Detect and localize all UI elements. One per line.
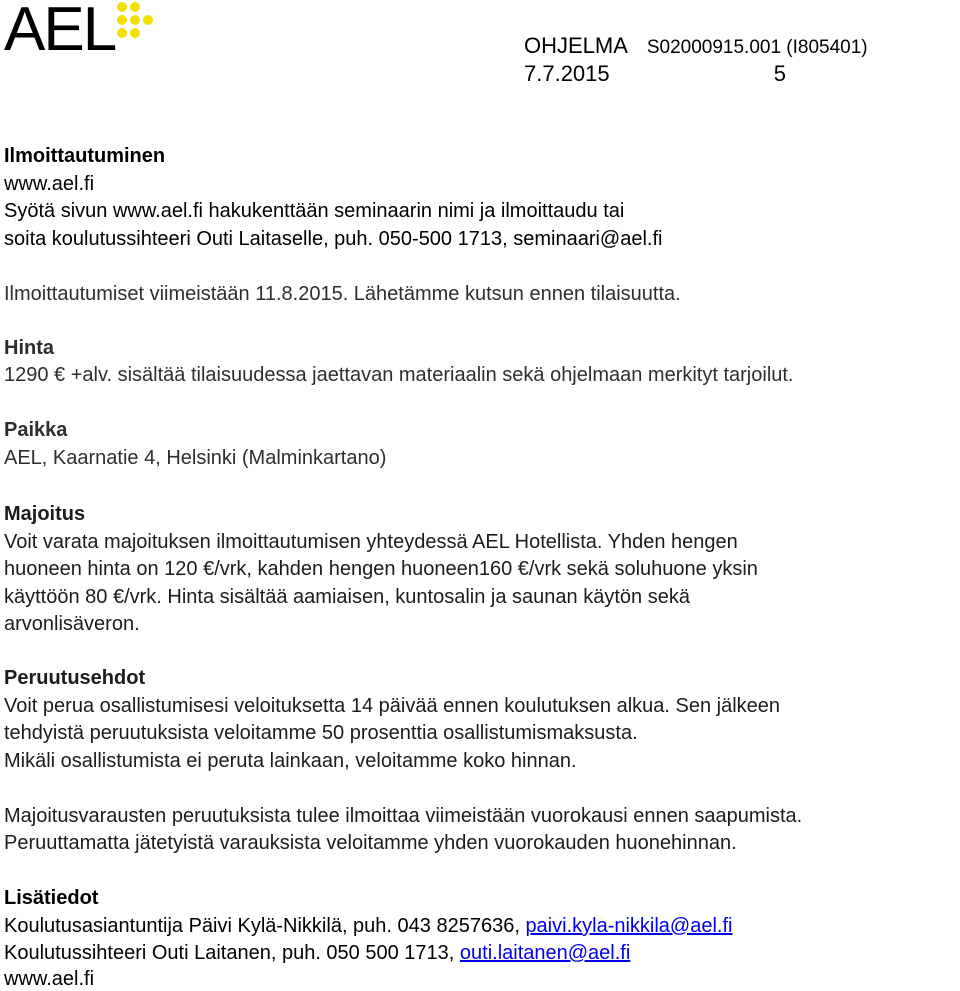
header-program	[524, 34, 868, 60]
info-heading: Lisätiedot	[4, 887, 99, 909]
logo-dots	[117, 2, 153, 38]
price-heading: Hinta	[4, 337, 54, 359]
info-contact2	[4, 941, 630, 965]
header-date-row	[524, 62, 786, 86]
accommodation-line3: käyttöön 80 €/vrk. Hinta sisältää aamiaisen, kuntosalin ja saunan käytön sekä	[4, 586, 690, 608]
info-url: www.ael.fi	[4, 968, 95, 990]
contact2-email-link[interactable]: outi.laitanen@ael.fi	[459, 942, 631, 964]
registration-url: www.ael.fi	[4, 173, 95, 195]
contact1-text: Koulutusasiantuntija Päivi Kylä-Nikkilä, puh. 043 8257636,	[4, 915, 526, 937]
registration-line1: Syötä sivun www.ael.fi hakukenttään seminaarin nimi ja ilmoittaudu tai	[4, 200, 625, 222]
accommodation-heading: Majoitus	[4, 503, 86, 525]
cancellation-line3: Mikäli osallistumista ei peruta lainkaan, veloitamme koko hinnan.	[4, 750, 577, 772]
contact1-email-link[interactable]: paivi.kyla-nikkila@ael.fi	[525, 915, 733, 937]
cancellation-line5: Peruuttamatta jätetyistä varauksista veloitamme yhden vuorokauden huonehinnan.	[4, 832, 737, 854]
cancellation-heading: Peruutusehdot	[4, 667, 146, 689]
program-code: S02000915.001 (I805401)	[646, 37, 868, 58]
registration-heading: Ilmoittautuminen	[4, 145, 166, 167]
info-contact1	[4, 914, 732, 938]
cancellation-line1: Voit perua osallistumisesi veloituksetta 14 päivää ennen koulutuksen alkua. Sen jälkeen	[4, 695, 781, 717]
accommodation-line4: arvonlisäveron.	[4, 613, 140, 635]
cancellation-line4: Majoitusvarausten peruutuksista tulee ilmoittaa viimeistään vuorokausi ennen saapumista.	[4, 805, 803, 827]
price-text: 1290 € +alv. sisältää tilaisuudessa jaettavan materiaalin sekä ohjelmaan merkityt tarjoilut.	[4, 364, 794, 386]
place-text: AEL, Kaarnatie 4, Helsinki (Malminkartano)	[4, 447, 387, 469]
cancellation-line2: tehdyistä peruutuksista veloitamme 50 prosenttia osallistumismaksusta.	[4, 722, 638, 744]
page-number: 5	[773, 61, 787, 86]
ael-logo	[4, 0, 154, 56]
contact2-text: Koulutussihteeri Outi Laitanen, puh. 050 500 1713,	[4, 942, 460, 964]
logo-text: AEL	[4, 0, 116, 56]
place-heading: Paikka	[4, 419, 68, 441]
accommodation-line2: huoneen hinta on 120 €/vrk, kahden hengen huoneen160 €/vrk sekä soluhuone yksin	[4, 558, 758, 580]
program-label: OHJELMA	[524, 33, 627, 58]
registration-line2: soita koulutussihteeri Outi Laitaselle, puh. 050-500 1713, seminaari@ael.fi	[4, 228, 663, 250]
registration-deadline: Ilmoittautumiset viimeistään 11.8.2015. Lähetämme kutsun ennen tilaisuutta.	[4, 283, 681, 305]
header-date: 7.7.2015	[524, 61, 610, 86]
accommodation-line1: Voit varata majoituksen ilmoittautumisen yhteydessä AEL Hotellista. Yhden hengen	[4, 531, 738, 553]
